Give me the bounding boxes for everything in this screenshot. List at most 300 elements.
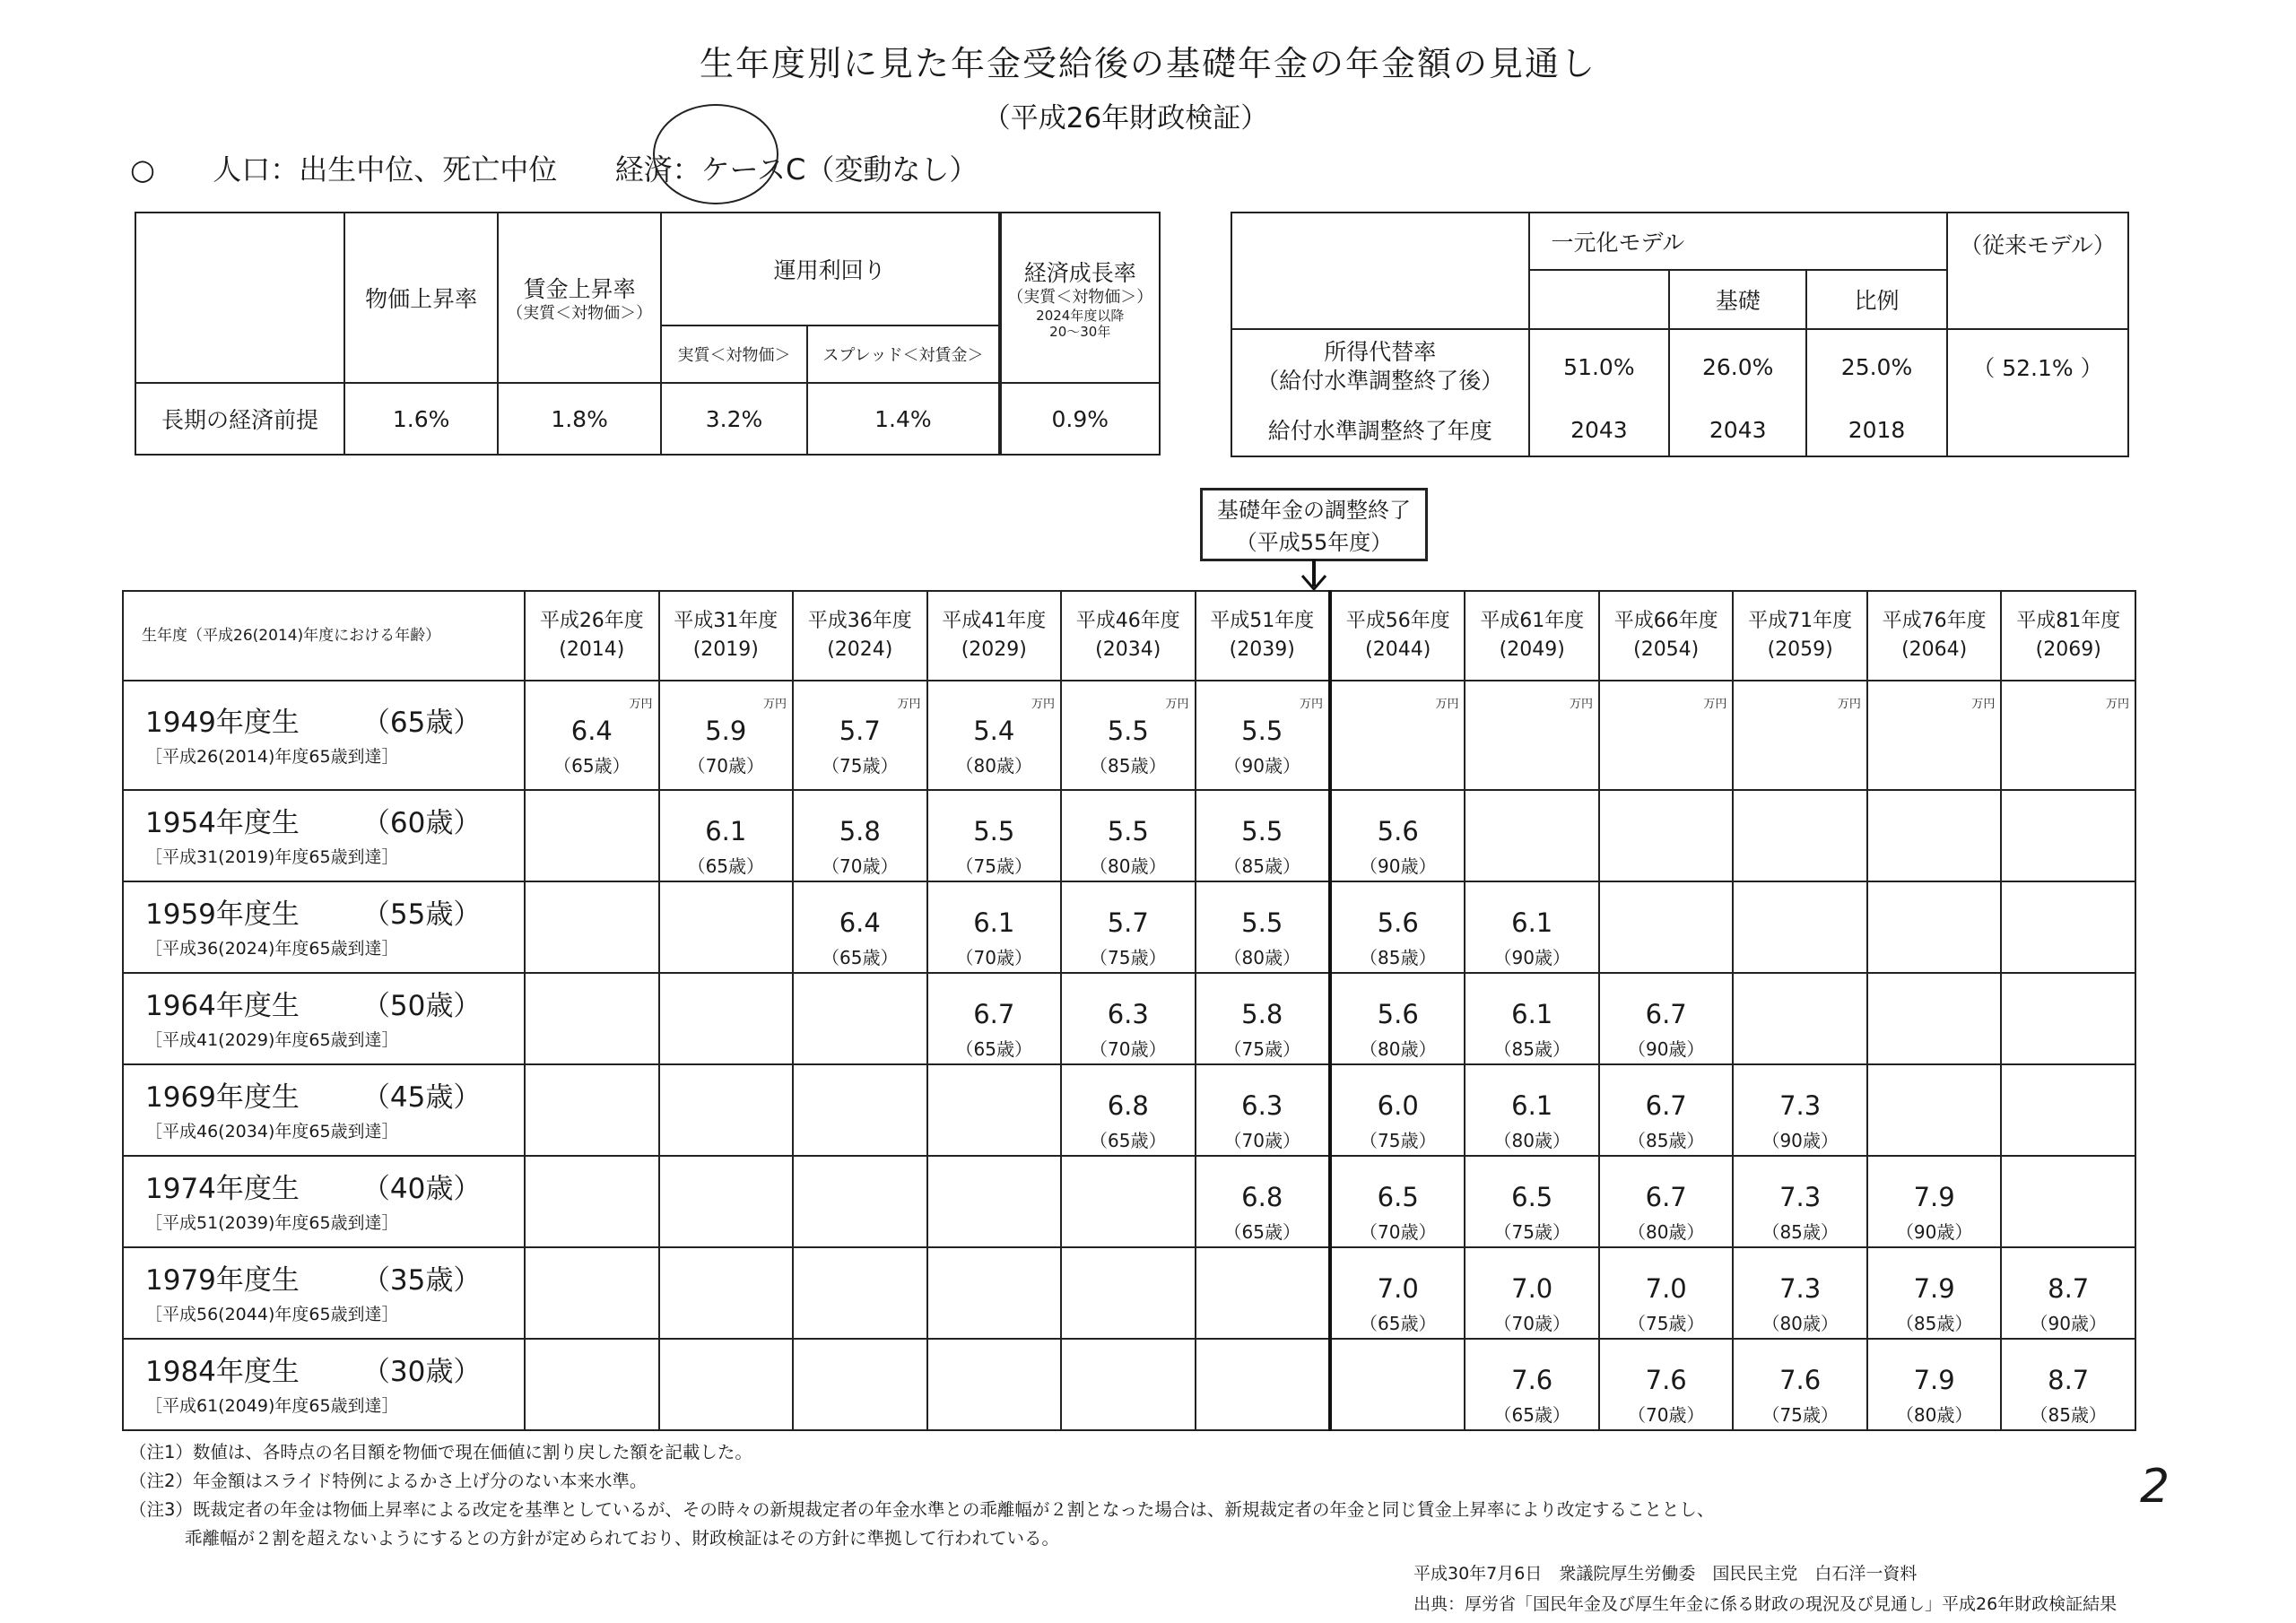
table-cell [1061, 973, 1195, 1064]
recipient-age: （85歳） [1895, 1313, 1973, 1334]
row-age: （40歳） [361, 1173, 482, 1205]
row-header [123, 1156, 525, 1247]
table-cell [927, 881, 1061, 973]
repl-header-prop: 比例 [1806, 270, 1947, 329]
column-era: 平成31年度 [674, 610, 778, 632]
main-corner: 生年度（平成26(2014)年度における年齢） [123, 591, 525, 681]
econ-corner [135, 213, 344, 383]
recipient-age: （65歳） [687, 855, 765, 877]
table-cell [525, 881, 658, 973]
repl-header-unified: 一元化モデル [1529, 213, 1947, 270]
table-cell [1330, 1339, 1465, 1430]
table-cell [1599, 1339, 1733, 1430]
row-birth-label: 1959年度生 [145, 898, 300, 931]
pension-amount: 5.5 [1241, 716, 1283, 746]
table-row [123, 973, 2135, 1064]
table-cell [1733, 973, 1866, 1064]
row-age: （35歳） [361, 1264, 482, 1297]
table-cell [1465, 681, 1598, 790]
pension-amount: 7.3 [1779, 1273, 1822, 1304]
row-header [123, 973, 525, 1064]
pension-amount: 6.4 [839, 907, 881, 938]
recipient-age: （80歳） [1493, 1130, 1570, 1151]
column-header-0 [525, 591, 658, 681]
table-cell [1867, 881, 2001, 973]
table-cell [2001, 1064, 2135, 1156]
recipient-age: （90歳） [2030, 1313, 2107, 1334]
column-header-4 [1061, 591, 1195, 681]
page-subtitle: （平成26年財政検証） [982, 102, 1269, 135]
econ-return-spread-value: 1.4% [807, 383, 999, 455]
econ-header-return-real: 実質＜対物価＞ [661, 325, 808, 383]
recipient-age: （70歳） [1493, 1313, 1570, 1334]
recipient-age: （85歳） [1761, 1221, 1839, 1243]
pension-amount: 7.0 [1645, 1273, 1687, 1304]
table-cell [2001, 1339, 2135, 1430]
pension-amount: 6.8 [1241, 1182, 1283, 1212]
pension-amount: 5.4 [973, 716, 1015, 746]
row-birth-year [145, 802, 524, 845]
table-row [123, 1247, 2135, 1339]
table-cell [1330, 1247, 1465, 1339]
econ-header-wage-label: 賃金上昇率 [523, 276, 636, 302]
table-cell [1196, 1247, 1330, 1339]
table-cell [1465, 1156, 1598, 1247]
table-cell [793, 790, 926, 881]
column-year: (2049) [1499, 638, 1565, 661]
pension-amount: 6.5 [1511, 1182, 1553, 1212]
callout-line2: （平成55年度） [1235, 530, 1393, 555]
recipient-age: （80歳） [1223, 947, 1300, 968]
table-cell [1867, 790, 2001, 881]
repl-header-former: （従来モデル） [1947, 213, 2128, 329]
pension-amount: 7.0 [1377, 1273, 1419, 1304]
pension-amount: 8.7 [2048, 1273, 2090, 1304]
unit-label: 万円 [763, 698, 787, 711]
economy-label: 経済： [614, 152, 701, 187]
recipient-age: （80歳） [1360, 1038, 1437, 1060]
population-assumption: 人口：出生中位、死亡中位 [213, 152, 558, 187]
column-header-11 [2001, 591, 2135, 681]
econ-header-growth-sub3: 20～30年 [1049, 324, 1111, 340]
row-birth-label: 1949年度生 [145, 707, 300, 739]
note-3: （注3）既裁定者の年金は物価上昇率による改定を基準としているが、その時々の新規裁定者の年金水準との乖離幅が２割となった場合は、新規裁定者の年金と同じ賃金上昇率により改定することとし、 [129, 1499, 1715, 1520]
pension-amount: 5.5 [1107, 816, 1149, 846]
recipient-age: （75歳） [1223, 1038, 1300, 1060]
row-header [123, 1064, 525, 1156]
column-era: 平成71年度 [1748, 610, 1853, 632]
table-cell [1599, 790, 1733, 881]
pension-amount: 5.8 [1241, 999, 1283, 1029]
table-row [123, 681, 2135, 790]
recipient-age: （90歳） [1360, 855, 1437, 877]
recipient-age: （75歳） [955, 855, 1032, 877]
econ-wage-value: 1.8% [498, 383, 660, 455]
econ-header-return-spread: スプレッド＜対賃金＞ [807, 325, 999, 383]
repl-row1-former: （ 52.1% ） [1947, 329, 2128, 404]
table-cell [1867, 1156, 2001, 1247]
column-year: (2064) [1901, 638, 1968, 661]
column-year: (2034) [1095, 638, 1161, 661]
recipient-age: （85歳） [1493, 1038, 1570, 1060]
row-header [123, 881, 525, 973]
table-row [123, 1339, 2135, 1430]
pension-amount: 5.6 [1377, 816, 1419, 846]
row-age: （45歳） [361, 1081, 482, 1114]
recipient-age: （75歳） [1761, 1404, 1839, 1426]
row-age: （60歳） [361, 807, 482, 839]
table-cell [1733, 1339, 1866, 1430]
pension-amount: 6.1 [1511, 907, 1553, 938]
table-cell [1061, 790, 1195, 881]
table-cell [659, 881, 793, 973]
recipient-age: （75歳） [1360, 1130, 1437, 1151]
table-cell [1330, 681, 1465, 790]
pension-amount: 6.7 [1645, 1090, 1687, 1121]
recipient-age: （70歳） [822, 855, 899, 877]
pension-amount: 7.9 [1913, 1365, 1955, 1395]
footer-credit: 平成30年7月6日 衆議院厚生労働委 国民民主党 白石洋一資料 [1413, 1564, 1918, 1584]
recipient-age: （80歳） [1761, 1313, 1839, 1334]
column-era: 平成76年度 [1882, 610, 1987, 632]
table-cell [927, 1339, 1061, 1430]
table-cell [1599, 1064, 1733, 1156]
unit-label: 万円 [2105, 698, 2129, 711]
repl-header-basic: 基礎 [1669, 270, 1806, 329]
column-header-7 [1465, 591, 1598, 681]
table-cell [659, 1247, 793, 1339]
row-reach-year: ［平成56(2044)年度65歳到達］ [145, 1305, 399, 1324]
recipient-age: （65歳） [1360, 1313, 1437, 1334]
row-birth-label: 1974年度生 [145, 1173, 300, 1205]
econ-header-wage [498, 213, 660, 383]
table-cell [1733, 1064, 1866, 1156]
row-birth-label: 1954年度生 [145, 807, 300, 839]
note-3-cont: 乖離幅が２割を超えないようにするとの方針が定められており、財政検証はその方針に準拠して行われている。 [185, 1528, 1060, 1549]
table-cell [1061, 1064, 1195, 1156]
pension-amount: 5.5 [1241, 816, 1283, 846]
table-cell [1867, 1064, 2001, 1156]
row-birth-year [145, 893, 524, 936]
column-era: 平成41年度 [942, 610, 1047, 632]
pension-amount: 6.0 [1377, 1090, 1419, 1121]
econ-header-growth-sub: （実質＜対物価＞） [1007, 288, 1153, 307]
table-cell [1465, 973, 1598, 1064]
recipient-age: （70歳） [1360, 1221, 1437, 1243]
column-year: (2019) [692, 638, 759, 661]
econ-return-real-value: 3.2% [661, 383, 808, 455]
table-cell [525, 1064, 658, 1156]
table-cell [1465, 1064, 1598, 1156]
table-cell [2001, 973, 2135, 1064]
pension-amount: 6.4 [570, 716, 613, 746]
row-reach-year: ［平成26(2014)年度65歳到達］ [145, 747, 399, 767]
row-birth-year [145, 1350, 524, 1393]
pension-amount: 6.7 [973, 999, 1015, 1029]
unit-label: 万円 [1435, 698, 1459, 711]
note-2: （注2）年金額はスライド特例によるかさ上げ分のない本来水準。 [129, 1471, 648, 1491]
table-cell [1465, 881, 1598, 973]
pension-amount: 7.9 [1913, 1182, 1955, 1212]
table-cell [927, 1064, 1061, 1156]
table-cell [525, 1339, 658, 1430]
pension-amount: 7.0 [1511, 1273, 1553, 1304]
column-header-5 [1196, 591, 1330, 681]
pension-amount: 6.8 [1107, 1090, 1149, 1121]
down-arrow-icon [1297, 560, 1331, 592]
table-row [123, 881, 2135, 973]
recipient-age: （90歳） [1627, 1038, 1705, 1060]
unit-label: 万円 [1569, 698, 1593, 711]
table-cell [659, 1156, 793, 1247]
column-era: 平成36年度 [807, 610, 912, 632]
column-year: (2054) [1633, 638, 1700, 661]
column-header-1 [659, 591, 793, 681]
pension-amount: 6.1 [1511, 1090, 1553, 1121]
column-header-6 [1330, 591, 1465, 681]
table-row [123, 1064, 2135, 1156]
pension-amount: 8.7 [2048, 1365, 2090, 1395]
table-cell [1867, 1247, 2001, 1339]
unit-label: 万円 [629, 698, 653, 711]
recipient-age: （90歳） [1223, 755, 1300, 777]
table-cell [1196, 681, 1330, 790]
table-cell [2001, 681, 2135, 790]
recipient-age: （90歳） [1895, 1221, 1973, 1243]
table-cell [659, 1064, 793, 1156]
table-cell [1599, 881, 1733, 973]
row-birth-year [145, 701, 524, 744]
recipient-age: （85歳） [1223, 855, 1300, 877]
column-year: (2044) [1365, 638, 1431, 661]
recipient-age: （65歳） [553, 755, 631, 777]
row-birth-year [145, 1076, 524, 1119]
table-cell [1196, 881, 1330, 973]
column-era: 平成61年度 [1480, 610, 1585, 632]
repl-header-unified-total [1529, 270, 1670, 329]
recipient-age: （70歳） [687, 755, 765, 777]
table-cell [1465, 1339, 1598, 1430]
recipient-age: （85歳） [1090, 755, 1167, 777]
table-cell [2001, 1247, 2135, 1339]
row-reach-year: ［平成31(2019)年度65歳到達］ [145, 847, 399, 867]
table-cell [793, 681, 926, 790]
pension-amount: 5.8 [839, 816, 881, 846]
recipient-age: （65歳） [1223, 1221, 1300, 1243]
table-cell [1196, 1339, 1330, 1430]
row-header [123, 1339, 525, 1430]
recipient-age: （80歳） [1627, 1221, 1705, 1243]
row-birth-year [145, 1259, 524, 1302]
table-cell [793, 1247, 926, 1339]
table-cell [927, 973, 1061, 1064]
table-cell [659, 790, 793, 881]
row-birth-year [145, 985, 524, 1028]
pension-amount: 6.5 [1377, 1182, 1419, 1212]
econ-header-growth [1000, 213, 1160, 383]
recipient-age: （80歳） [1895, 1404, 1973, 1426]
column-year: (2069) [2035, 638, 2101, 661]
pension-amount: 5.5 [1107, 716, 1149, 746]
row-birth-label: 1969年度生 [145, 1081, 300, 1114]
table-cell [1867, 973, 2001, 1064]
table-cell [793, 881, 926, 973]
table-cell [1599, 1156, 1733, 1247]
table-cell [1061, 681, 1195, 790]
conditions-line [130, 147, 978, 188]
table-cell [1330, 881, 1465, 973]
economy-case-note: （変動なし） [805, 152, 978, 187]
table-cell [1196, 973, 1330, 1064]
recipient-age: （90歳） [1761, 1130, 1839, 1151]
pension-amount: 7.6 [1511, 1365, 1553, 1395]
unit-label: 万円 [1703, 698, 1727, 711]
econ-header-wage-sub: （実質＜対物価＞） [507, 304, 653, 323]
replacement-rate-table [1231, 212, 2129, 457]
unit-label: 万円 [1837, 698, 1861, 711]
column-year: (2024) [827, 638, 893, 661]
table-cell [1733, 1156, 1866, 1247]
table-cell [1061, 1247, 1195, 1339]
row-reach-year: ［平成61(2049)年度65歳到達］ [145, 1396, 399, 1416]
row-reach-year: ［平成46(2034)年度65歳到達］ [145, 1122, 399, 1141]
table-cell [793, 1064, 926, 1156]
column-era: 平成26年度 [539, 610, 644, 632]
table-cell [1733, 681, 1866, 790]
table-cell [525, 1247, 658, 1339]
recipient-age: （75歳） [1493, 1221, 1570, 1243]
repl-row2-label: 給付水準調整終了年度 [1231, 404, 1529, 456]
recipient-age: （65歳） [822, 947, 899, 968]
column-era: 平成56年度 [1345, 610, 1450, 632]
pension-amount: 6.7 [1645, 999, 1687, 1029]
econ-header-return: 運用利回り [661, 213, 1000, 325]
row-birth-label: 1979年度生 [145, 1264, 300, 1297]
table-row [123, 1156, 2135, 1247]
economic-assumptions-table [135, 212, 1161, 456]
pension-amount: 5.5 [1241, 907, 1283, 938]
table-cell [2001, 790, 2135, 881]
row-birth-label: 1964年度生 [145, 990, 300, 1022]
repl-corner [1231, 213, 1529, 329]
pension-amount: 6.1 [705, 816, 747, 846]
table-cell [1196, 1064, 1330, 1156]
page-title: 生年度別に見た年金受給後の基礎年金の年金額の見通し [699, 44, 1596, 83]
repl-row1-label [1231, 329, 1529, 404]
page-number: 2 [2140, 1460, 2170, 1514]
column-year: (2029) [961, 638, 1027, 661]
table-cell [1733, 881, 1866, 973]
pension-amount: 6.7 [1645, 1182, 1687, 1212]
table-cell [1061, 1339, 1195, 1430]
table-cell [793, 1339, 926, 1430]
table-cell [1061, 881, 1195, 973]
table-cell [659, 973, 793, 1064]
column-era: 平成66年度 [1613, 610, 1718, 632]
table-cell [1465, 790, 1598, 881]
table-cell [1330, 1064, 1465, 1156]
row-reach-year: ［平成36(2024)年度65歳到達］ [145, 939, 399, 959]
table-cell [1330, 973, 1465, 1064]
column-year: (2059) [1767, 638, 1833, 661]
table-cell [1599, 973, 1733, 1064]
pension-amount: 6.3 [1107, 999, 1149, 1029]
econ-row-label: 長期の経済前提 [135, 383, 344, 455]
column-header-10 [1867, 591, 2001, 681]
table-cell [659, 1339, 793, 1430]
column-header-2 [793, 591, 926, 681]
repl-row1-prop: 25.0% [1806, 329, 1947, 404]
repl-row1-unified: 51.0% [1529, 329, 1670, 404]
table-cell [2001, 881, 2135, 973]
recipient-age: （80歳） [1090, 855, 1167, 877]
table-cell [525, 1156, 658, 1247]
table-row [123, 790, 2135, 881]
table-cell [1330, 1156, 1465, 1247]
table-cell [793, 973, 926, 1064]
pension-amount: 5.7 [839, 716, 881, 746]
table-cell [659, 681, 793, 790]
row-header [123, 1247, 525, 1339]
row-age: （55歳） [361, 898, 482, 931]
pension-amount: 6.3 [1241, 1090, 1283, 1121]
repl-row1-basic: 26.0% [1669, 329, 1806, 404]
pension-amount: 5.5 [973, 816, 1015, 846]
recipient-age: （85歳） [2030, 1404, 2107, 1426]
table-cell [1733, 1247, 1866, 1339]
column-era: 平成81年度 [2016, 610, 2121, 632]
column-header-3 [927, 591, 1061, 681]
table-cell [1465, 1247, 1598, 1339]
table-cell [793, 1156, 926, 1247]
table-cell [1196, 1156, 1330, 1247]
table-cell [1867, 681, 2001, 790]
pension-amount: 7.6 [1779, 1365, 1822, 1395]
table-cell [1061, 1156, 1195, 1247]
recipient-age: （85歳） [1360, 947, 1437, 968]
recipient-age: （65歳） [1090, 1130, 1167, 1151]
column-era: 平成51年度 [1210, 610, 1315, 632]
row-header [123, 790, 525, 881]
repl-row2-prop: 2018 [1806, 404, 1947, 456]
row-birth-label: 1984年度生 [145, 1356, 300, 1388]
table-cell [1599, 1247, 1733, 1339]
pension-amount: 5.6 [1377, 907, 1419, 938]
footer-source: 出典：厚労省「国民年金及び厚生年金に係る財政の現況及び見通し」平成26年財政検証結果 [1413, 1594, 2118, 1614]
recipient-age: （65歳） [1493, 1404, 1570, 1426]
pension-amount: 6.1 [973, 907, 1015, 938]
recipient-age: （90歳） [1493, 947, 1570, 968]
recipient-age: （65歳） [955, 1038, 1032, 1060]
pension-amount: 7.3 [1779, 1182, 1822, 1212]
recipient-age: （85歳） [1627, 1130, 1705, 1151]
pension-amount: 7.6 [1645, 1365, 1687, 1395]
recipient-age: （70歳） [1627, 1404, 1705, 1426]
pension-amount: 7.9 [1913, 1273, 1955, 1304]
econ-header-growth-label: 経済成長率 [1023, 260, 1136, 286]
econ-header-price: 物価上昇率 [344, 213, 498, 383]
note-1: （注1）数値は、各時点の名目額を物価で現在価値に割り戻した額を記載した。 [129, 1442, 752, 1462]
column-era: 平成46年度 [1075, 610, 1180, 632]
econ-price-value: 1.6% [344, 383, 498, 455]
pension-amount: 6.1 [1511, 999, 1553, 1029]
table-cell [525, 973, 658, 1064]
column-header-9 [1733, 591, 1866, 681]
recipient-age: （70歳） [1223, 1130, 1300, 1151]
pension-amount: 5.6 [1377, 999, 1419, 1029]
unit-label: 万円 [897, 698, 921, 711]
row-age: （50歳） [361, 990, 482, 1022]
